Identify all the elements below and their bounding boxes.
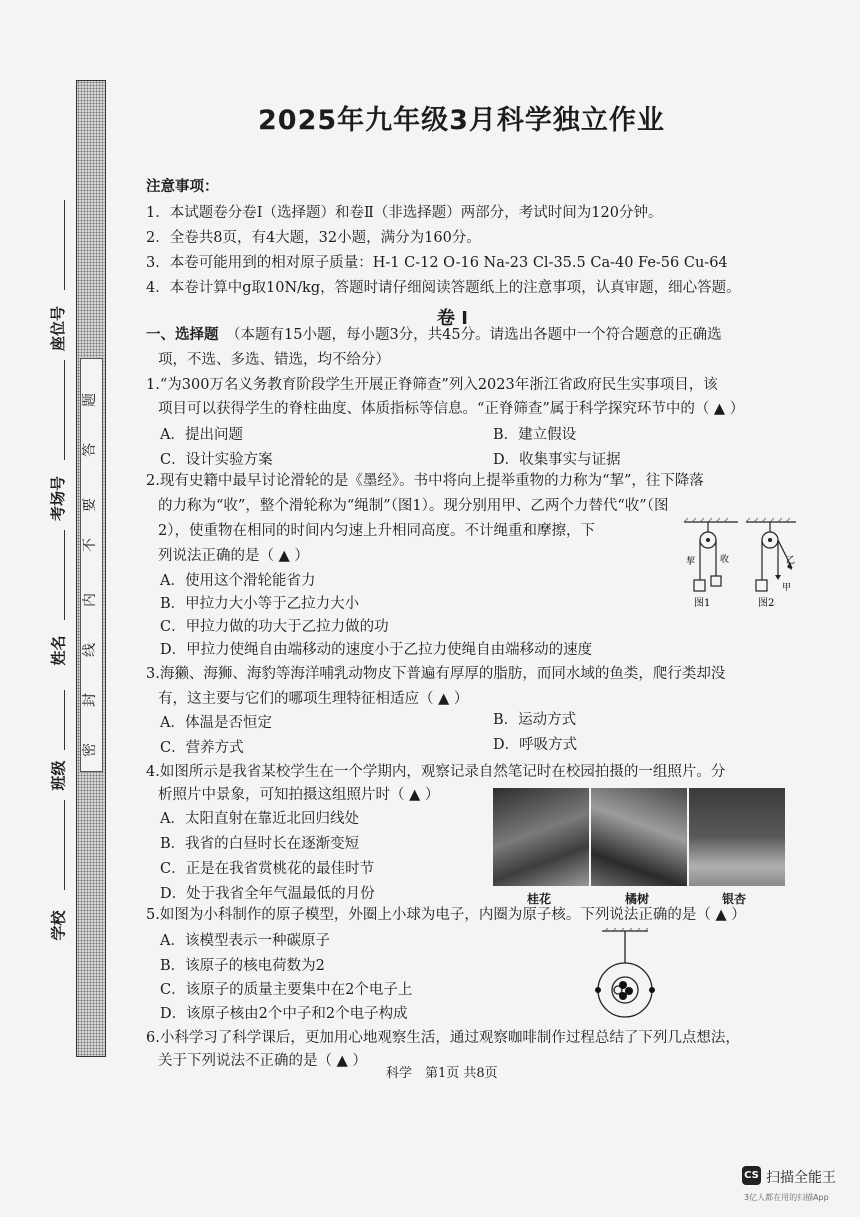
fig2-caption: 图2 <box>758 598 775 609</box>
class-label: 班级 <box>49 760 68 791</box>
note-item: 2．全卷共8页，有4大题，32小题，满分为160分。 <box>146 230 481 246</box>
section-instructions-cont: 项，不选、多选、错选，均不给分） <box>158 352 390 368</box>
watermark-subtitle: 3亿人都在用的扫描App <box>744 1193 829 1202</box>
question-3-stem: 3.海獭、海狮、海豹等海洋哺乳动物皮下普遍有厚厚的脂肪，而同水域的鱼类，爬行类却没 <box>146 666 726 682</box>
question-5-stem: 5.如图为小科制作的原子模型，外圈上小球为电子，内圈为原子核。下列说法正确的是（ ▲ ） <box>146 907 746 923</box>
photo-ginkgo <box>689 788 785 886</box>
note-item: 4．本卷计算中g取10N/kg，答题时请仔细阅读答题纸上的注意事项，认真审题，细心答题。 <box>146 280 741 296</box>
photo-orange-tree <box>591 788 687 886</box>
fig2-yi-label: 乙 <box>786 556 796 566</box>
question-5-option-b: B．该原子的核电荷数为2 <box>160 958 325 974</box>
seal-char: 内 <box>82 593 98 607</box>
seal-char: 密 <box>82 743 98 757</box>
page-footer: 科学 第1页 共8页 <box>386 1066 498 1081</box>
seal-char: 要 <box>82 498 98 512</box>
question-1-option-c: C．设计实验方案 <box>160 452 273 468</box>
question-2-option-b: B．甲拉力大小等于乙拉力大小 <box>160 596 360 612</box>
question-1-option-a: A．提出问题 <box>160 427 243 443</box>
question-3-option-b: B．运动方式 <box>493 712 577 728</box>
seal-char: 线 <box>82 643 98 657</box>
question-1-option-b: B．建立假设 <box>493 427 577 443</box>
photo-caption: 桂花 <box>527 892 552 906</box>
name-label: 姓名 <box>49 635 68 666</box>
section-instructions: （本题有15小题，每小题3分，共45分。请选出各题中一个符合题意的正确选 <box>226 327 722 343</box>
question-3-option-c: C．营养方式 <box>160 740 244 756</box>
school-label: 学校 <box>49 910 68 941</box>
watermark-name: 扫描全能王 <box>766 1170 836 1186</box>
question-5-option-d: D．该原子核由2个中子和2个电子构成 <box>160 1006 408 1022</box>
fig1-shou-label: 收 <box>720 555 730 565</box>
notes-heading: 注意事项： <box>146 178 219 195</box>
question-4-option-d: D．处于我省全年气温最低的月份 <box>160 886 375 902</box>
pulley-figures <box>680 518 800 610</box>
school-line <box>64 800 65 890</box>
question-1-option-d: D．收集事实与证据 <box>493 452 621 468</box>
question-6-stem: 关于下列说法不正确的是（ ▲ ） <box>158 1053 367 1069</box>
question-6-stem: 6.小科学习了科学课后，更加用心地观察生活，通过观察咖啡制作过程总结了下列几点想法， <box>146 1030 740 1046</box>
seal-char: 答 <box>82 443 98 457</box>
section-heading: 一、选择题 <box>146 326 219 343</box>
seat-number-line <box>64 200 65 290</box>
question-4-option-a: A．太阳直射在靠近北回归线处 <box>160 811 359 827</box>
question-5-option-c: C．该原子的质量主要集中在2个电子上 <box>160 982 413 998</box>
volume-title: 卷 Ⅰ <box>437 308 468 329</box>
question-4-stem: 4.如图所示是我省某校学生在一个学期内，观察记录自然笔记时在校园拍摄的一组照片。分 <box>146 764 726 780</box>
note-item: 3．本卷可能用到的相对原子质量：H-1 C-12 O-16 Na-23 Cl-35.5 Ca-40 Fe-56 Cu-64 <box>146 255 728 271</box>
seal-char: 题 <box>82 393 98 407</box>
fig1-qie-label: 挈 <box>686 557 696 567</box>
class-line <box>64 690 65 750</box>
name-line <box>64 530 65 620</box>
seal-char: 不 <box>82 538 98 552</box>
question-2-stem: 的力称为“收”，整个滑轮称为“绳制”（图1）。现分别用甲、乙两个力替代“收”（图 <box>158 498 669 514</box>
question-2-option-c: C．甲拉力做的功大于乙拉力做的功 <box>160 619 389 635</box>
question-1-stem: 1.“为300万名义务教育阶段学生开展正脊筛查”列入2023年浙江省政府民生实事项目，该 <box>146 377 718 393</box>
question-3-option-a: A．体温是否恒定 <box>160 715 272 731</box>
exam-room-label: 考场号 <box>49 475 68 522</box>
question-2-option-d: D．甲拉力使绳自由端移动的速度小于乙拉力使绳自由端移动的速度 <box>160 642 593 658</box>
question-2-stem: 2.现有史籍中最早讨论滑轮的是《墨经》。书中将向上提举重物的力称为“挈”，往下降落 <box>146 473 704 489</box>
photo-osmanthus <box>493 788 589 886</box>
page-title: 2025年九年级3月科学独立作业 <box>258 105 665 136</box>
fig1-caption: 图1 <box>694 598 711 609</box>
question-3-stem: 有，这主要与它们的哪项生理特征相适应（ ▲ ） <box>158 691 469 707</box>
question-1-stem: 项目可以获得学生的脊柱曲度、体质指标等信息。“正脊筛查”属于科学探究环节中的（ ▲ ） <box>158 401 745 417</box>
question-4-option-c: C．正是在我省赏桃花的最佳时节 <box>160 861 375 877</box>
photo-caption: 银杏 <box>722 892 747 906</box>
seal-char: 封 <box>82 693 98 707</box>
atom-model-figure <box>590 928 660 1020</box>
exam-room-line <box>64 360 65 460</box>
seal-line-box <box>80 358 103 772</box>
photo-caption: 橘树 <box>625 892 650 906</box>
question-2-stem: 2），使重物在相同的时间内匀速上升相同高度。不计绳重和摩擦，下 <box>158 523 595 539</box>
question-4-option-b: B．我省的白昼时长在逐渐变短 <box>160 836 360 852</box>
question-4-stem: 析照片中景象，可知拍摄这组照片时（ ▲ ） <box>158 787 440 803</box>
question-5-option-a: A．该模型表示一种碳原子 <box>160 933 330 949</box>
fig2-jia-label: 甲 <box>782 583 792 593</box>
note-item: 1．本试题卷分卷Ⅰ（选择题）和卷Ⅱ（非选择题）两部分，考试时间为120分钟。 <box>146 205 663 221</box>
question-3-option-d: D．呼吸方式 <box>493 737 578 753</box>
question-2-stem: 列说法正确的是（ ▲ ） <box>158 548 309 564</box>
camscanner-logo: CS <box>742 1166 761 1185</box>
seat-number-label: 座位号 <box>49 305 68 352</box>
question-2-option-a: A．使用这个滑轮能省力 <box>160 573 316 589</box>
